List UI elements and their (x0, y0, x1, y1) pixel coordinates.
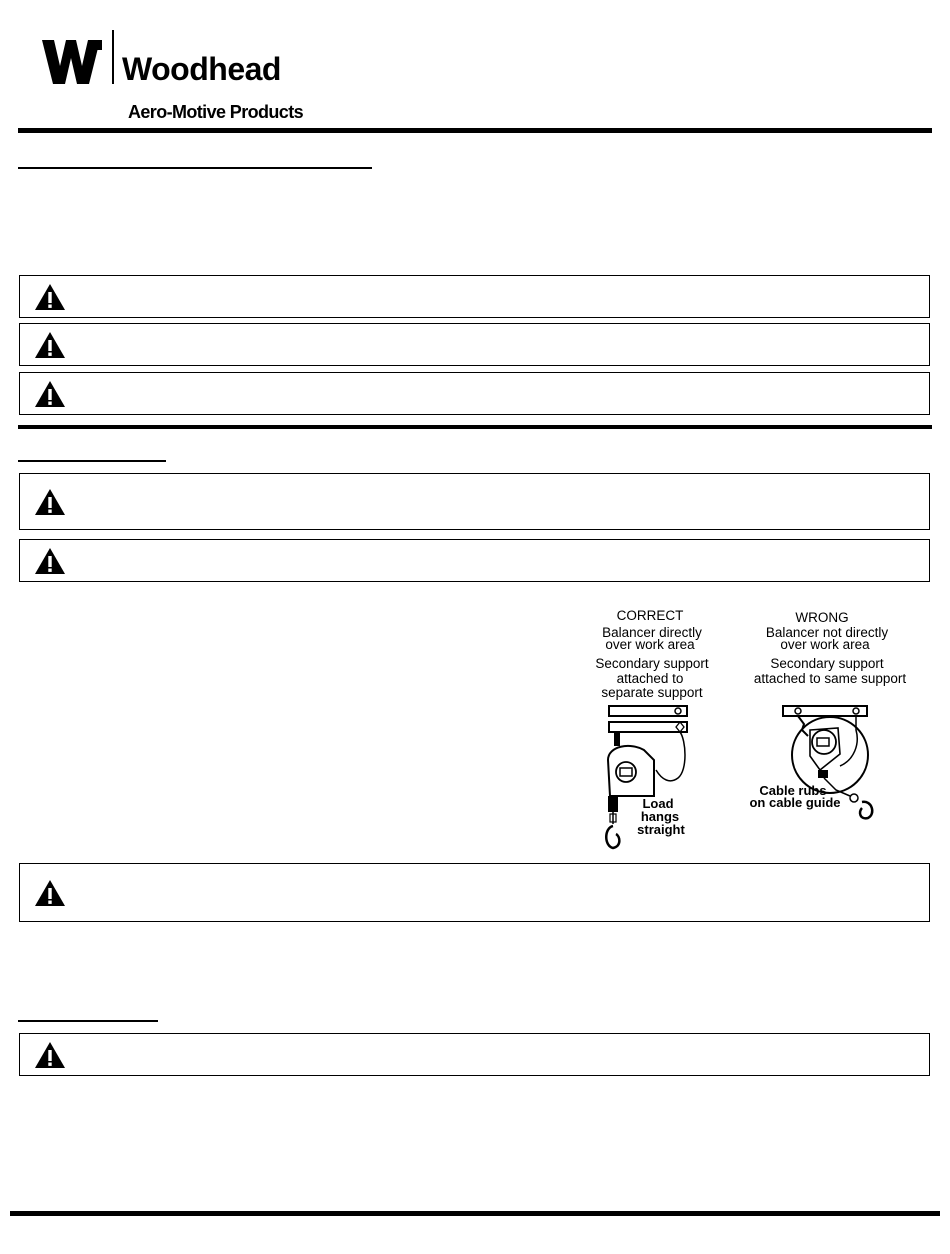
correct-support1: Secondary support (595, 656, 709, 671)
warning-triangle-icon (34, 331, 66, 359)
warning-triangle-icon (34, 1041, 66, 1069)
section-rule (18, 425, 932, 429)
section-heading-underline (18, 460, 166, 462)
warning-box (19, 539, 930, 582)
warning-box (19, 323, 930, 366)
correct-support2: attached to (616, 671, 684, 686)
warning-box (19, 275, 930, 318)
brand-name: Woodhead (122, 51, 281, 87)
warning-box (19, 863, 930, 922)
logo-divider (112, 30, 114, 84)
header-rule (18, 128, 932, 133)
section-heading-underline (18, 167, 372, 169)
warning-triangle-icon (34, 488, 66, 516)
wrong-callout1: Cable rubs (759, 783, 827, 798)
wrong-line2: over work area (780, 637, 870, 652)
wrong-line1: Balancer not directly (765, 625, 889, 640)
warning-triangle-icon (34, 547, 66, 575)
warning-box (19, 1033, 930, 1076)
warning-triangle-icon (34, 879, 66, 907)
correct-callout1: Load (642, 796, 674, 811)
warning-box (19, 372, 930, 415)
brand-subtitle: Aero-Motive Products (128, 102, 304, 122)
woodhead-logo-mark-icon (42, 40, 104, 84)
correct-line2: over work area (605, 637, 695, 652)
correct-line1: Balancer directly (602, 625, 702, 640)
correct-callout3: straight (637, 822, 685, 837)
correct-heading: CORRECT (616, 608, 684, 623)
footer-rule (10, 1211, 940, 1216)
wrong-heading: WRONG (795, 610, 849, 625)
warning-box (19, 473, 930, 530)
wrong-support2: attached to same support (753, 671, 907, 686)
wrong-callout2: on cable guide (749, 795, 841, 810)
correct-support3: separate support (601, 685, 703, 700)
correct-callout2: hangs (640, 809, 680, 824)
warning-triangle-icon (34, 283, 66, 311)
section-heading-underline (18, 1020, 158, 1022)
warning-triangle-icon (34, 380, 66, 408)
wrong-support1: Secondary support (770, 656, 884, 671)
